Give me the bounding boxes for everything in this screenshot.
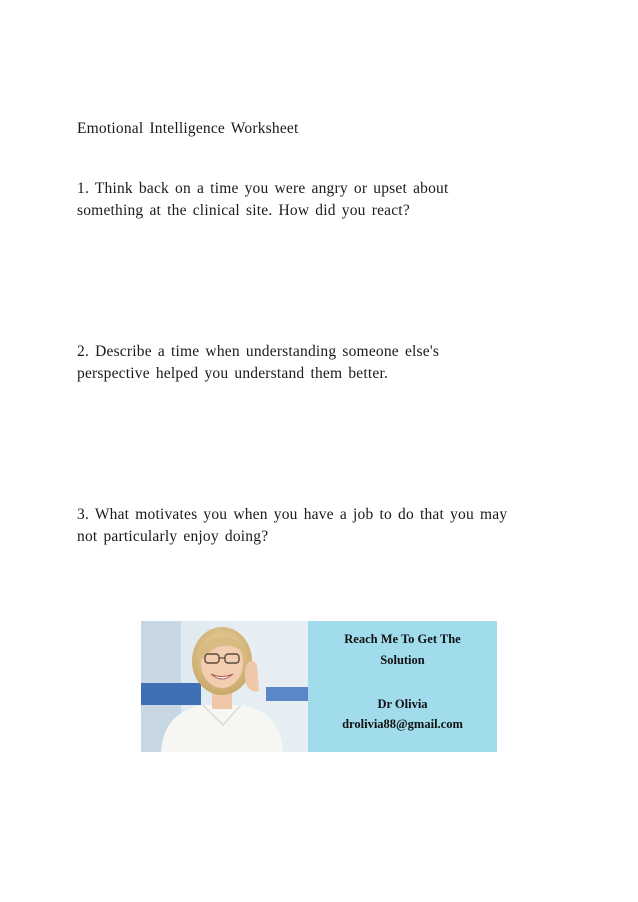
tutor-photo [141,621,308,752]
advert-contact-email[interactable]: drolivia88@gmail.com [342,717,463,731]
question-2-line-2: perspective helped you understand them better. [77,365,389,382]
question-3-line-1: 3. What motivates you when you have a job to do that you may [77,506,508,523]
advert-headline-line-2: Solution [380,653,425,667]
question-2-line-1: 2. Describe a time when understanding someone else's [77,343,440,360]
contact-advert-banner [141,621,497,752]
contact-info-panel [308,621,497,752]
question-3-line-2: not particularly enjoy doing? [77,528,269,545]
advert-contact-name: Dr Olivia [377,697,428,711]
question-1-line-1: 1. Think back on a time you were angry or upset about [77,180,449,197]
advert-headline-line-1: Reach Me To Get The [344,632,461,646]
worksheet-title: Emotional Intelligence Worksheet [77,120,299,137]
question-1-line-2: something at the clinical site. How did you react? [77,202,410,219]
